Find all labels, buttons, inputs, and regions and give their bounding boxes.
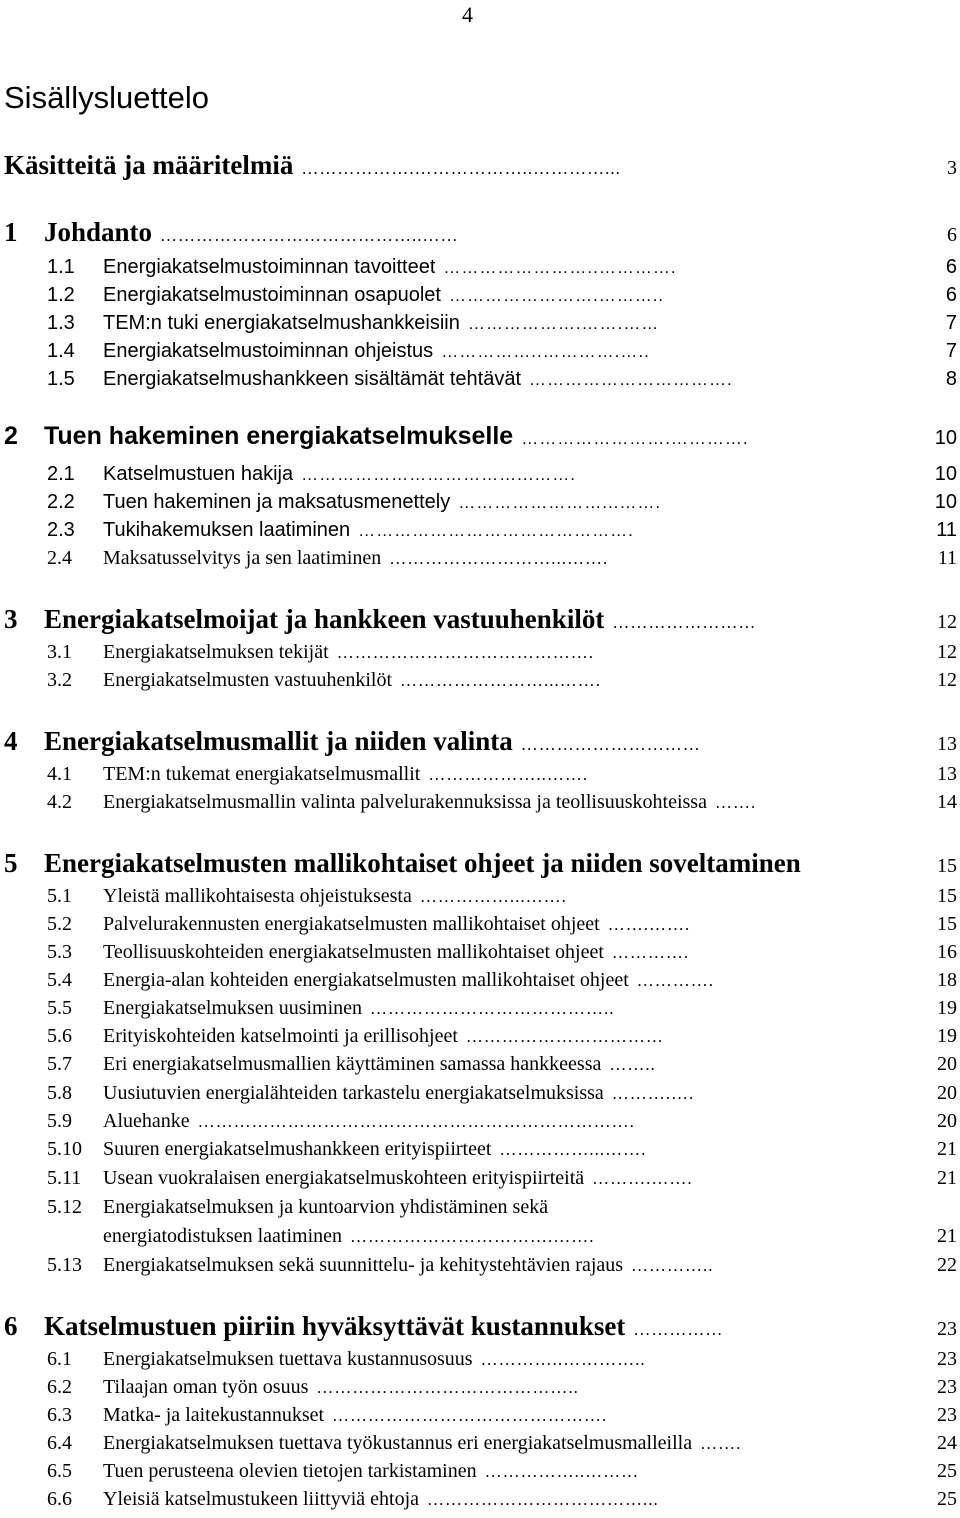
entry-label: Tuen perusteena olevien tietojen tarkistaminen [103,1460,477,1482]
entry-label: Energiakatselmuksen uusiminen [103,997,363,1019]
entry-page: 23 [937,1318,957,1340]
entry-leader: ……………………………. [529,370,733,389]
entry-page: 12 [937,669,957,691]
entry-number: 2.2 [47,491,75,513]
entry-label: Energiakatselmuksen ja kuntoarvion yhdistäminen sekä [103,1196,549,1218]
toc-entry[interactable] [0,217,960,257]
entry-number: 2 [4,422,18,450]
entry-number: 1.4 [47,340,75,362]
toc-entry[interactable] [0,1254,960,1282]
toc-entry[interactable] [0,726,960,766]
toc-entry[interactable] [0,312,960,340]
toc-entry[interactable] [0,1460,960,1488]
entry-page: 13 [937,733,957,755]
entry-label: Energiakatselmusten vastuuhenkilöt [103,669,393,691]
toc-entry[interactable] [0,368,960,396]
entry-number: 5 [4,848,18,878]
entry-page: 14 [937,791,957,813]
toc-entry[interactable] [0,519,960,547]
toc-entry[interactable] [0,1311,960,1351]
entry-page: 25 [937,1460,957,1482]
entry-leader: ……………………...……. [400,671,602,690]
entry-leader: …….. [609,1055,656,1074]
entry-page: 10 [934,427,957,449]
entry-page: 21 [937,1138,957,1160]
entry-page: 6 [945,284,957,306]
toc-entry[interactable] [0,969,960,997]
entry-leader: …………. [636,971,715,990]
entry-label: Energiakatselmuksen sekä suunnittelu- ja kehitystehtävien rajaus [103,1254,624,1276]
entry-number: 2.4 [47,547,72,569]
entry-page: 7 [945,340,957,362]
entry-label: Eri energiakatselmusmallien käyttäminen samassa hankkeessa [103,1053,602,1075]
entry-leader: ………………………………………. [332,1406,608,1425]
entry-page: 12 [937,611,957,633]
toc-entry[interactable] [0,1053,960,1081]
entry-number: 3.1 [47,641,72,663]
entry-number: 4.2 [47,791,72,813]
entry-number: 6.1 [47,1348,72,1370]
entry-leader: ………………………...……. [389,549,609,568]
entry-label: Energiakatselmusmallit ja niiden valinta [44,726,513,756]
toc-entry[interactable] [0,669,960,697]
entry-label: Energiakatselmuksen tuettava työkustannus eri energiakatselmusmalleilla [103,1432,693,1454]
entry-number: 6.6 [47,1488,72,1510]
toc-entry[interactable] [0,1376,960,1404]
entry-label: Katselmustuen hakija [103,463,294,485]
entry-number: 6.4 [47,1432,72,1454]
entry-label: Energiakatselmuksen tekijät [103,641,329,663]
entry-number: 3 [4,604,18,634]
entry-leader: …………………….…………. [521,429,749,448]
entry-number: 5.12 [47,1196,82,1218]
entry-label: Yleistä mallikohtaisesta ohjeistuksesta [103,885,412,907]
entry-label: Teollisuuskohteiden energiakatselmusten mallikohtaiset ohjeet [103,941,604,963]
entry-label: Matka- ja laitekustannukset [103,1404,325,1426]
entry-label: TEM:n tuki energiakatselmushankkeisiin [103,312,460,334]
toc-entry[interactable] [0,1025,960,1053]
entry-label: energiatodistuksen laatiminen [103,1225,343,1247]
entry-page: 15 [937,855,957,877]
toc-entry[interactable] [0,1196,960,1224]
entry-label: Energiakatselmusten mallikohtaiset ohjeet ja niiden soveltaminen [44,848,801,878]
entry-page: 15 [937,913,957,935]
entry-label: Erityiskohteiden katselmointi ja erillisohjeet [103,1025,458,1047]
toc-entry[interactable] [0,340,960,368]
entry-leader: …………. [611,943,690,962]
entry-page: 11 [937,547,957,569]
entry-number: 1.1 [47,256,75,278]
entry-leader: ……….……. [592,1169,693,1188]
entry-page: 20 [937,1082,957,1104]
entry-page: 8 [945,368,957,390]
entry-leader: ……………..……… [484,1462,640,1481]
entry-leader: …………………….……….. [448,286,665,305]
entry-number: 5.13 [47,1254,82,1276]
entry-page: 6 [947,224,957,246]
toc-entry[interactable] [0,1110,960,1138]
toc-entry[interactable] [0,463,960,491]
entry-leader: ……….…. [611,1084,695,1103]
entry-leader: ………………………………….. [370,999,615,1018]
toc-entry[interactable] [0,1138,960,1166]
entry-page: 23 [937,1348,957,1370]
toc-entry[interactable] [0,422,960,462]
entry-number: 5.2 [47,913,72,935]
toc-entry[interactable] [0,941,960,969]
toc-entry[interactable] [0,641,960,669]
toc-entry[interactable] [0,1432,960,1460]
entry-leader: ………………..……. [428,765,589,784]
entry-label: Energiakatselmoijat ja hankkeen vastuuhenkilöt [44,604,605,634]
toc-title: Sisällysluettelo [4,80,210,115]
toc-entry[interactable] [0,1082,960,1110]
entry-page: 18 [937,969,957,991]
page-number: 4 [462,2,473,27]
entry-label: Aluehanke [103,1110,190,1132]
toc-entry[interactable] [0,913,960,941]
entry-number: 5.11 [47,1167,82,1189]
entry-leader: …….……. [607,915,691,934]
entry-label: Tuen hakeminen ja maksatusmenettely [103,491,451,513]
entry-leader: ……………..………….….. [441,342,650,361]
entry-page: 7 [945,312,957,334]
entry-leader: ……………………...……. [458,493,662,512]
entry-leader: ……………...……. [419,887,567,906]
entry-number: 1.3 [47,312,75,334]
entry-leader: …………… [633,1320,724,1339]
entry-number: 5.4 [47,969,72,991]
entry-leader: …………………………… [465,1027,664,1046]
entry-leader: …………………………………….. [316,1378,579,1397]
entry-label: Energia-alan kohteiden energiakatselmusten mallikohtaiset ohjeet [103,969,629,991]
toc-entry[interactable] [0,604,960,644]
entry-label: TEM:n tukemat energiakatselmusmallit [103,763,421,785]
entry-label: Tilaajan oman työn osuus [103,1376,309,1398]
entry-number: 2.1 [47,463,75,485]
entry-page: 22 [937,1254,957,1276]
entry-label: Energiakatselmustoiminnan ohjeistus [103,340,434,362]
entry-page: 19 [937,1025,957,1047]
entry-leader: …………………………….……. [350,1227,595,1246]
toc-entry[interactable] [0,256,960,284]
entry-page: 3 [947,157,957,179]
entry-leader: ……………………..…………. [443,258,677,277]
entry-leader: ……………….………………..…………... [301,159,621,178]
entry-number: 4.1 [47,763,72,785]
entry-page: 24 [937,1432,957,1454]
entry-number: 5.9 [47,1110,72,1132]
entry-page: 11 [936,519,957,541]
entry-number: 4 [4,726,18,756]
entry-number: 5.10 [47,1138,82,1160]
entry-page: 12 [937,641,957,663]
entry-leader: ……. [700,1434,742,1453]
entry-page: 19 [937,997,957,1019]
entry-label: Palvelurakennusten energiakatselmusten mallikohtaiset ohjeet [103,913,600,935]
entry-leader: ………………………………...……. [301,465,577,484]
entry-number: 5.5 [47,997,72,1019]
entry-leader: …………………… [612,613,757,632]
entry-leader: ……………………………………. [336,643,594,662]
entry-leader: ……………...……. [499,1140,647,1159]
toc-entry[interactable] [0,547,960,575]
entry-label: Tuen hakeminen energiakatselmukselle [44,422,514,450]
entry-number: 6.2 [47,1376,72,1398]
entry-number: 1.5 [47,368,75,390]
entry-number: 2.3 [47,519,75,541]
entry-leader: ……. [714,793,757,812]
entry-page: 21 [937,1167,957,1189]
entry-label: Käsitteitä ja määritelmiä [4,150,294,180]
entry-number: 5.1 [47,885,72,907]
entry-page: 10 [934,463,957,485]
toc-entry[interactable] [0,1404,960,1432]
toc-entry[interactable] [0,1225,960,1253]
toc-entry[interactable] [0,997,960,1025]
toc-entry[interactable] [0,885,960,913]
entry-number: 5.8 [47,1082,72,1104]
entry-leader: ……………….…….…… [467,314,660,333]
entry-label: Energiakatselmushankkeen sisältämät tehtävät [103,368,522,390]
entry-number: 1.2 [47,284,75,306]
entry-leader: ………………………………………………………………. [197,1112,635,1131]
toc-entry[interactable] [0,491,960,519]
entry-label: Usean vuokralaisen energiakatselmuskohteen erityispiirteitä [103,1167,585,1189]
toc-entry[interactable] [0,791,960,819]
entry-page: 15 [937,885,957,907]
entry-page: 23 [937,1376,957,1398]
entry-page: 25 [937,1488,957,1510]
entry-label: Energiakatselmusmallin valinta palvelurakennuksissa ja teollisuuskohteissa [103,791,707,813]
entry-label: Maksatusselvitys ja sen laatiminen [103,547,382,569]
toc-entry[interactable] [0,848,960,888]
entry-number: 5.6 [47,1025,72,1047]
entry-page: 23 [937,1404,957,1426]
entry-number: 5.7 [47,1053,72,1075]
toc-entry[interactable] [0,1167,960,1195]
toc-entry[interactable] [0,1488,960,1516]
entry-leader: …………..………….. [480,1350,646,1369]
entry-leader: ………………………………... [427,1490,659,1509]
entry-leader: ……………………………………..…… [160,226,459,245]
entry-label: Energiakatselmustoiminnan osapuolet [103,284,441,306]
entry-label: Katselmustuen piiriin hyväksyttävät kustannukset [44,1311,626,1341]
entry-page: 16 [937,941,957,963]
entry-page: 13 [937,763,957,785]
entry-leader: ………….. [631,1256,714,1275]
entry-page: 20 [937,1053,957,1075]
entry-page: 6 [945,256,957,278]
toc-entry[interactable] [0,763,960,791]
entry-label: Energiakatselmuksen tuettava kustannusosuus [103,1348,473,1370]
entry-page: 10 [934,491,957,513]
entry-label: Tukihakemuksen laatiminen [103,519,351,541]
entry-leader: ………………………………………. [358,521,634,540]
entry-number: 1 [4,217,18,247]
entry-label: Energiakatselmustoiminnan tavoitteet [103,256,436,278]
entry-number: 3.2 [47,669,72,691]
entry-label: Uusiutuvien energialähteiden tarkastelu energiakatselmuksissa [103,1082,604,1104]
entry-leader: ………………………… [520,735,701,754]
entry-number: 6.5 [47,1460,72,1482]
entry-label: Johdanto [44,217,153,247]
toc-entry[interactable] [0,150,960,190]
entry-label: Suuren energiakatselmushankkeen erityispiirteet [103,1138,492,1160]
toc-entry[interactable] [0,284,960,312]
entry-page: 21 [937,1225,957,1247]
toc-entry[interactable] [0,1348,960,1376]
entry-page: 20 [937,1110,957,1132]
entry-number: 5.3 [47,941,72,963]
entry-number: 6.3 [47,1404,72,1426]
entry-number: 6 [4,1311,18,1341]
entry-label: Yleisiä katselmustukeen liittyviä ehtoja [103,1488,420,1510]
